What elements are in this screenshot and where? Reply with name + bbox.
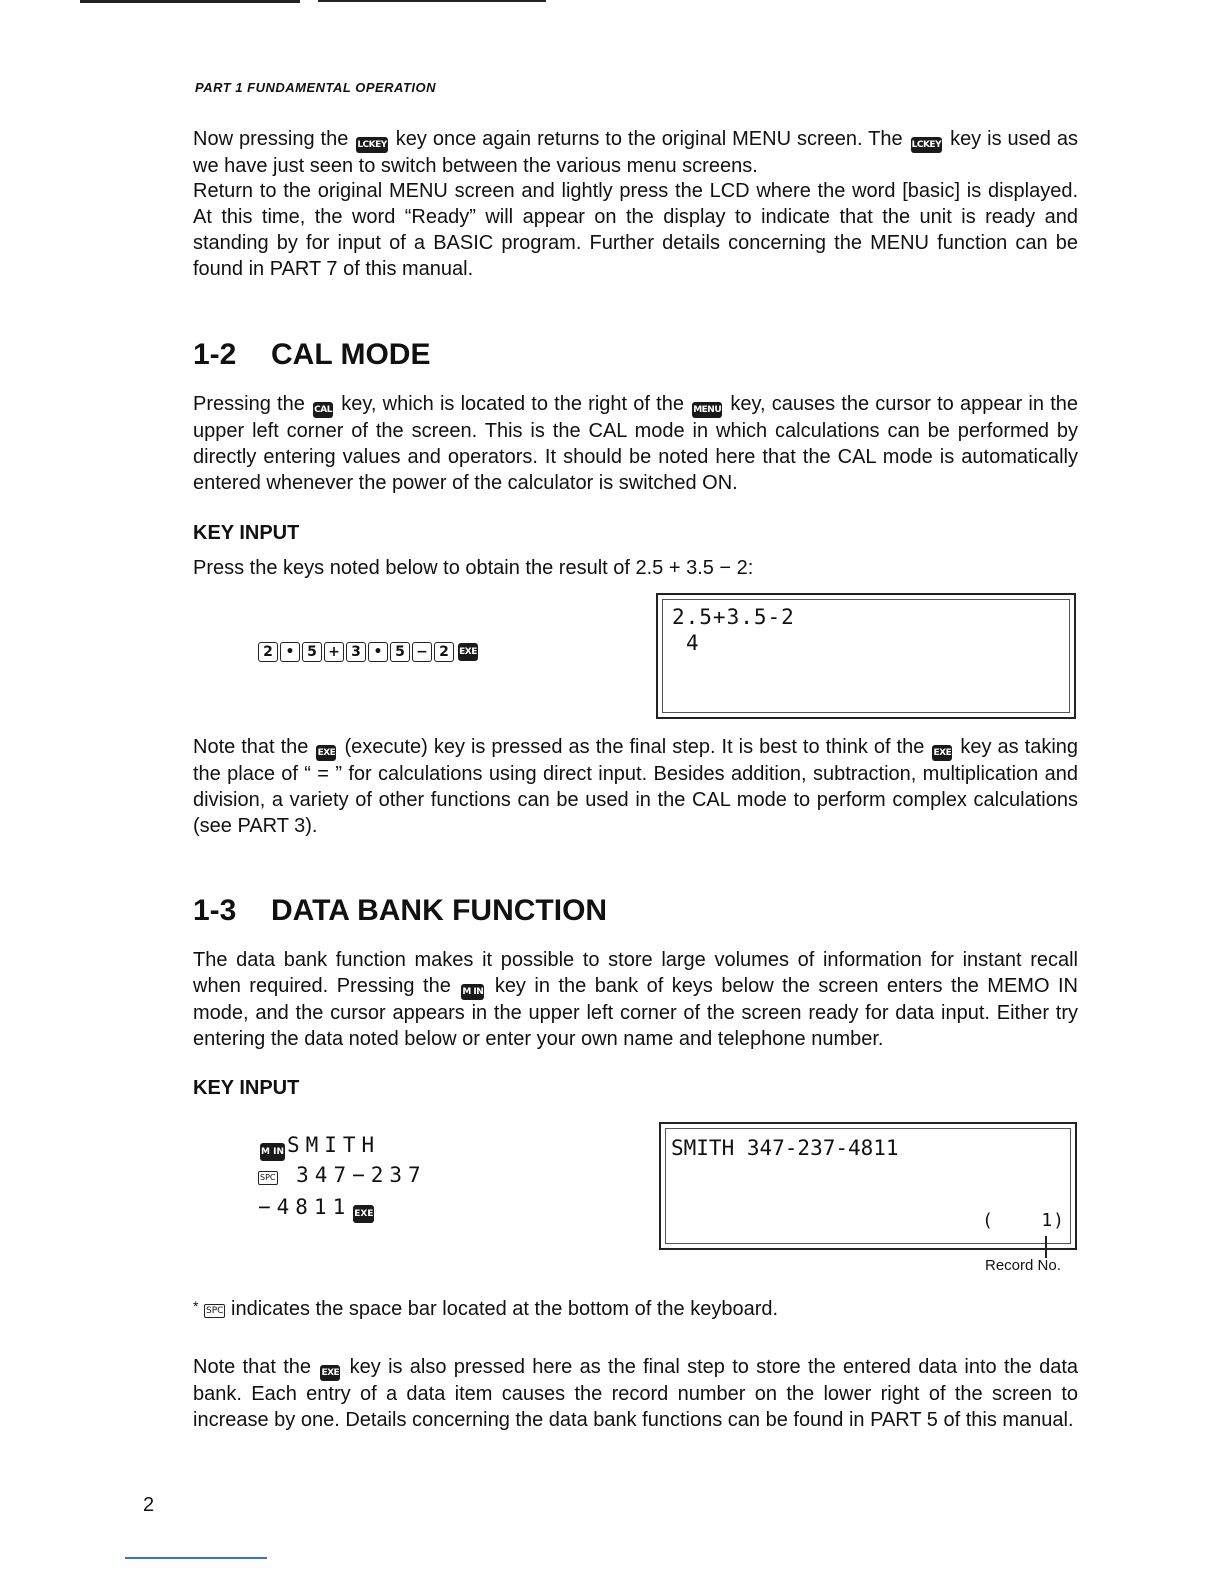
- section-heading-data-bank: [193, 894, 607, 928]
- key-5-icon: 5: [302, 642, 322, 662]
- exe-key-icon: EXE: [932, 745, 952, 761]
- section-heading-cal-mode: [193, 338, 430, 372]
- space-key-icon: SPC: [206, 1306, 224, 1316]
- key-input-subheading: KEY INPUT: [193, 522, 300, 544]
- lcd-result: 4: [686, 631, 700, 655]
- key-2-icon: 2: [258, 642, 278, 662]
- spc-footnote: * SPC indicates the space bar located at the bottom of the keyboard.: [193, 1298, 779, 1320]
- cal-note-paragraph: Note that the EXE (execute) key is pressed as the final step. It is best to think of the EXE key as taking the place of “ = ” for calculations using direct input. Besides addition, subtraction, multiplication and division, a variety of other functions can be used in the CAL mode to perform complex calculations (see PART 3).: [193, 736, 1079, 837]
- key-minus-icon: −: [412, 642, 432, 662]
- key-point-icon: •: [280, 642, 300, 662]
- data-bank-note-paragraph: Note that the EXE key is also pressed here as the final step to store the entered data into the data bank. Each entry of a data item causes the record number on the lower right of the screen to increase by one. Details concerning the data bank functions can be found in PART 5 of this manual.: [193, 1356, 1078, 1431]
- lckey-key-icon: LCKEY: [356, 137, 387, 153]
- cal-instruction: Press the keys noted below to obtain the result of 2.5 + 3.5 − 2:: [193, 557, 754, 579]
- section-title: DATA BANK FUNCTION: [271, 894, 608, 927]
- top-rule-right: [318, 0, 546, 2]
- exe-key-icon: EXE: [320, 1365, 340, 1381]
- data-bank-lcd-display: [659, 1122, 1077, 1250]
- key-point-icon: •: [368, 642, 388, 662]
- intro-paragraph-1: Now pressing the LCKEY key once again returns to the original MENU screen. The LCKEY key is used as we have just seen to switch between the various menu screens.: [193, 128, 1079, 177]
- bottom-rule: [125, 1557, 267, 1559]
- cal-lcd-display: [656, 593, 1076, 719]
- key-3-icon: 3: [346, 642, 366, 662]
- cal-key-icon: CAL: [313, 402, 333, 418]
- memo-in-key-icon: M IN: [461, 984, 484, 1000]
- input-line-2: SPC 347−237: [260, 1163, 427, 1187]
- key-5-icon: 5: [390, 642, 410, 662]
- menu-key-icon: MENU: [692, 402, 722, 418]
- space-key-icon: SPC: [258, 1171, 278, 1185]
- running-header: PART 1 FUNDAMENTAL OPERATION: [195, 80, 437, 95]
- record-pointer-line: [1045, 1236, 1047, 1258]
- exe-key-icon: EXE: [353, 1205, 374, 1223]
- exe-key-icon: EXE: [458, 643, 478, 661]
- page-number: 2: [143, 1494, 155, 1516]
- record-no-label: Record No.: [985, 1257, 1061, 1274]
- cal-key-sequence: [258, 642, 480, 662]
- section-title: CAL MODE: [271, 338, 431, 371]
- lckey-key-icon: LCKEY: [911, 137, 942, 153]
- lcd-expression: 2.5+3.5-2: [672, 605, 795, 629]
- lcd-record-text: SMITH 347-237-4811: [671, 1136, 899, 1160]
- input-line-3: −4811 EXE: [258, 1195, 376, 1223]
- memo-in-key-icon: M IN: [260, 1143, 285, 1161]
- section-number: 1-2: [193, 338, 237, 371]
- key-plus-icon: +: [324, 642, 344, 662]
- input-line-1: M IN SMITH: [258, 1133, 380, 1161]
- cal-mode-paragraph: Pressing the CAL key, which is located to the right of the MENU key, causes the cursor to appear in the upper left corner of the screen. This is the CAL mode in which calculations can be performed by directly entering values and operators. It should be noted here that the CAL mode is automatically entered whenever the power of the calculator is switched ON.: [193, 393, 1079, 494]
- exe-key-icon: EXE: [316, 745, 336, 761]
- section-number: 1-3: [193, 894, 237, 927]
- data-bank-paragraph: The data bank function makes it possible to store large volumes of information for instant recall when required. Pressing the M IN key in the bank of keys below the screen enters the MEMO IN mode, and the cursor appears in the upper left corner of the screen ready for data input. Either try entering the data noted below or enter your own name and telephone number.: [193, 949, 1079, 1050]
- lcd-record-number: ( 1): [982, 1210, 1065, 1231]
- top-rule-left: [80, 0, 300, 3]
- intro-paragraph-2: Return to the original MENU screen and lightly press the LCD where the word [basic] is displayed. At this time, the word “Ready” will appear on the display to indicate that the unit is ready and standing by for input of a BASIC program. Further details concerning the MENU function can be found in PART 7 of this manual.: [193, 180, 1078, 280]
- key-input-subheading: KEY INPUT: [193, 1077, 300, 1099]
- key-2-icon: 2: [434, 642, 454, 662]
